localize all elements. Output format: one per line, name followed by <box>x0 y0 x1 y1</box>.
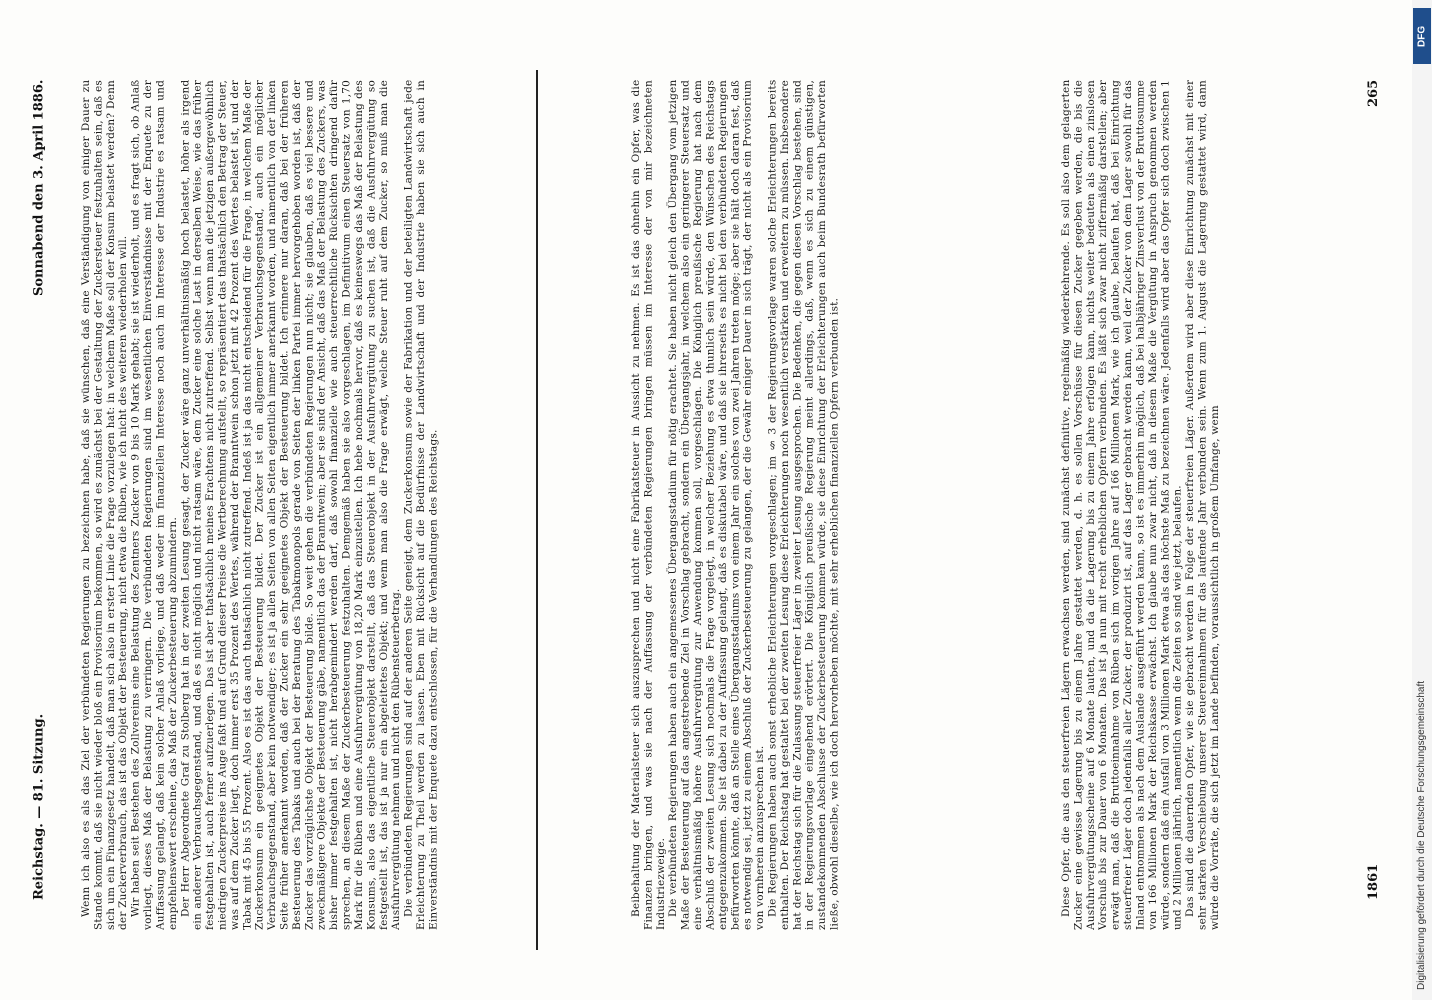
right-column-continued <box>1060 80 1390 930</box>
right-column <box>630 80 1050 930</box>
paragraph: Die verbündeten Regierungen sind auf der anderen Seite geneigt, dem Zuckerkonsum sowie der Fabrikation und der beteiligten Landwirtschaft jede Erleichterung zu Theil werden zu lassen. Eben mit Rücksicht auf die Bedürfnisse der Landwirtschaft und der Industrie haben sie sich auch in Einverständnis mit der Enquete dazu entschlossen, für die Verhandlungen des Reichstags. <box>402 80 440 930</box>
dfg-notice: Digitalisierung gefördert durch die Deutsche Forschungsgemeinschaft <box>1416 680 1427 990</box>
paragraph: Die Regierungen haben auch sonst erhebliche Erleichterungen vorgeschlagen; im § 3 der Regierungsvorlage waren solche Erleichterungen bereits enthalten. Der Reichstag hat gestaltet bei der zweiten Lesung diese Erleichterungen noch wesentlich verstärken und erweitern zu müssen. Insbesondere hat der Reichstag sich für die Zulassung steuerfreier Läger in zweiter Lesung ausgesprochen. Die Bedenken, die gegen diesen Vorschlag bestehen, sind in der Regierungsvorlage eingehend erörtert. Die Königlich preußische Regierung meint allerdings, daß, wenn es sich zu einem günstigen, zustandekommenden Abschlusse der Zuckerbesteuerung kommen würde, sie diese Einrichtung der Erleichterungen auch beim Bundesrath befürworten ließe, obwohl dieselbe, wie ich doch hervorheben möchte, mit sehr erheblichen finanziellen Opfern verbunden ist. <box>766 80 841 930</box>
paragraph: Wenn ich also es als das Ziel der verbündeten Regierungen zu bezeichnen habe, daß sie wünschen, daß eine Verständigung von einiger Dauer zu Stande kommt, daß sie nicht wieder bloß ein Provisorium bekommen, so wird es zunächst bei der Gestaltung der Zuckersteuer festzuhalten sein, daß es sich um ein Finanzgesetz handelt, daß man sich also in erster Linie die Frage vorzulegen hat: in welchem Maße soll der Konsum belastet werden? Denn der Zuckerverbrauch, das ist das Objekt der Besteuerung, nicht etwa die Rüben, wie ich nicht des weiteren wiederholen will. <box>80 80 130 930</box>
left-column <box>80 80 520 930</box>
header-center-text: Sonnabend den 3. April 1886. <box>31 80 47 297</box>
paragraph: Beibehaltung der Materialsteuer sich auszusprechen und nicht eine Fabrikatsteuer in Aussicht zu nehmen. Es ist das ohnehin ein Opfer, was die Finanzen bringen, und was sie nach der Auffassung der verbündeten Regierungen bringen müssen im Interesse der von mir bezeichneten Industriezweige. <box>630 80 667 930</box>
page-number: 1861 <box>1366 863 1381 900</box>
paragraph: Die verbündeten Regierungen haben auch ein angemessenes Übergangsstadium für nötig erachtet. Sie haben nicht gleich den Übergang vom jetzigen Maße der Besteuerung auf das angestrebende Ziel in Vorschlag gebracht, sondern ein Übergangsjahr, in welchem also ein geringerer Steuersatz und eine verhältnismäßig höhere Ausfuhrvergütung zur Anwendung kommen soll, vorgeschlagen. Die Königlich preußische Regierung hat nach dem Abschluß der zweiten Lesung sich nochmals die Frage vorgelegt, in welcher Beziehung es etwa thunlich sein würde, den Wünschen des Reichstags entgegenzukommen. Sie ist dabei zu der Auffassung gelangt, daß es diskutabel wäre, und daß sie ihrerseits es nicht bei den verbündeten Regierungen befürworten könnte, daß an Stelle eines Übergangsstadiums von einem Jahr ein solches von zwei Jahren treten möge; aber sie hält doch daran fest, daß es notwendig sei, jetzt zu einem Abschluß der Zuckerbesteuerung zu gelangen, der die Gewähr einiger Dauer in sich trägt, der nicht als ein Provisorium von vornherein anzusprechen ist. <box>667 80 767 930</box>
dfg-logo: DFG <box>1413 8 1431 64</box>
paragraph: Das sind die dauernden Opfer, wie sie gebracht werden in Folge der steuerfreien Läger. Außerdem wird aber diese Einrichtung zunächst mit einer sehr starken Verschiebung unserer Steuereinnahmen für das laufende Jahr verbunden sein. Wenn zum 1. August die Lagerung gestattet wird, dann würde die Vorräte, die sich jetzt im Lande befinden, voraussichtlich in großem Umfange, wenn <box>1184 80 1221 930</box>
paragraph: Diese Opfer, die aus den steuerfreien Lägern erwachsen werden, sind zunächst definitive, regelmäßig wiederkehrende. Es soll also dem gelagerten Zucker eine gewisse Lagerung bis zu einem Jahre gestattet werden, d. h. es sollen Vorschüsse für diesen Zucker gegeben werden, die bis die Ausfuhrvergütungsscheine auf 6 Monate lauten, und da die Lagerung bis zu einem Jahre erfolgen kann, nichts weiter bedeuten als einen zinslosen Vorschuß bis zur Dauer von 6 Monaten. Das ist ja nun mit recht erheblichen Opfern verbunden. Es läßt sich zwar nicht ziffermäßig darstellen; aber erwägt man, daß die Bruttoeinnahme von Rüben sich im vorigen Jahre auf 166 Millionen Mark, wie ich glaube, belaufen hat, daß bei Einrichtung steuerfreier Läger doch jedenfalls aller Zucker, der produzirt ist, auf das Lager gebracht werden kann, weil der Zucker von dem Lager sowohl für das Inland entnommen als nach dem Auslande ausgeführt werden kann, so ist es immerhin möglich, daß bei halbjähriger Zinsverlust von der Bruttosumme von 166 Millionen Mark der Reichskasse erwächst. Ich glaube nun zwar nicht, daß in diesem Maße die Vergütung in Anspruch genommen werden würde, sondern daß ein Ausfall von 3 Millionen Mark etwa als das höchste Maß zu bezeichnen wäre. Jedenfalls wird aber das Opfer sich doch zwischen 1 und 2 Millionen jährlich, namentlich wenn die Zeiten so sind wie jetzt, belaufen. <box>1060 80 1184 930</box>
header-left-text: Reichstag. — 81. Sitzung. <box>31 713 47 900</box>
column-divider <box>536 70 538 950</box>
paragraph: Wir haben seit Bestehen des Zollvereins eine Belastung des Zentners Zucker von 9 bis 10 Mark gehabt; sie ist wiederholt, und es fragt sich, ob Anlaß vorliegt, dieses Maß der Belastung zu verringern. Die verbündeten Regierungen sind im wesentlichen Einverständnisse mit der Enquete zu der Auffassung gelangt, daß kein solcher Anlaß vorliege, und daß weder im finanziellen Interesse noch auch im Interesse der Industrie es ratsam und empfehlenswert erscheine, das Maß der Zuckerbesteuerung abzumindern. <box>129 80 179 930</box>
running-header <box>30 80 48 900</box>
paragraph: Der Herr Abgeordnete Graf zu Stolberg hat in der zweiten Lesung gesagt, der Zucker wäre ganz unverhältnismäßig hoch belastet, höher als irgend ein anderer Verbrauchsgegenstand, und daß es nicht möglich und nicht ratsam wäre, dem Zucker eine solche Last in derselben Weise, wie das früher festgehalten ist, auch ferner aufzuerlegen. Das ist aber thatsächlich meines Erachtens nicht zutreffend. Selbst wenn man die jetzigen außergewöhnlich niedrigen Zuckerpreise ins Auge faßt und auf Grund dieser Preise die Wertberechnung aufstellt, so repräsentiert das thatsächlich den Betrag der Steuer, was auf dem Zucker liegt, doch immer erst 35 Prozent des Wertes, während der Branntwein schon jetzt mit 42 Prozent des Wertes belastet ist, und der Tabak mit 45 bis 55 Prozent. Also es ist das auch thatsächlich nicht zutreffend. Indeß ist ja das nicht entscheidend für die Frage, in welchem Maße der Zuckerkonsum ein geeignetes Objekt der Besteuerung bildet. Der Zucker ist ein allgemeiner Verbrauchsgegenstand, auch ein möglicher Verbrauchsgegenstand, aber kein notwendiger; es ist ja allen Seiten von allen Seiten eigentlich immer anerkannt worden, und namentlich von der linken Seite früher anerkannt worden, daß der Zucker ein sehr geeignetes Objekt der Besteuerung bildet. Ich erinnere nur daran, daß bei der früheren Besteuerung des Tabaks und auch bei der Beratung des Tabakmonopols gerade von Seiten der linken Partei immer hervorgehoben worden ist, daß der Zucker das vorzüglichste Objekt der Besteuerung bilde. So weit gehen die verbündeten Regierungen nun nicht; sie glauben, daß es viel bessere und zweckmäßigere Objekte der Besteuerung gäbe, namentlich das der Branntwein; aber sie sind der Ansicht, daß das Maß der Belastung des Zuckers, was bisher immer festgehalten ist, nicht herabgemindert werden darf, daß sowohl finanzielle wie auch steuerrechtliche Rücksichten dringend dafür sprechen, an diesem Maße der Zuckerbesteuerung festzuhalten. Demgemäß haben sie also vorgeschlagen, im Definitivum einen Steuersatz von 1,70 Mark für die Rüben und eine Ausfuhrvergütung von 18,20 Mark einzustellen. Ich hebe nochmals hervor, daß es keineswegs das Maß der Belastung des Konsums, also das eigentliche Steuerobjekt darstellt, daß das Steuerobjekt in der Ausfuhrvergütung zu suchen ist, daß die Ausfuhrvergütung so festgestellt ist, das ist ja nur ein abgeleitetes Objekt; und wenn man also die Frage erwägt, welche Steuer ruht auf dem Zucker, so muß man die Ausfuhrvergütung nehmen und nicht den Rübensteuerbetrag. <box>179 80 403 930</box>
page-number-header <box>1366 80 1384 900</box>
page-body <box>70 80 1390 940</box>
footer-number: 265 <box>1366 80 1381 108</box>
